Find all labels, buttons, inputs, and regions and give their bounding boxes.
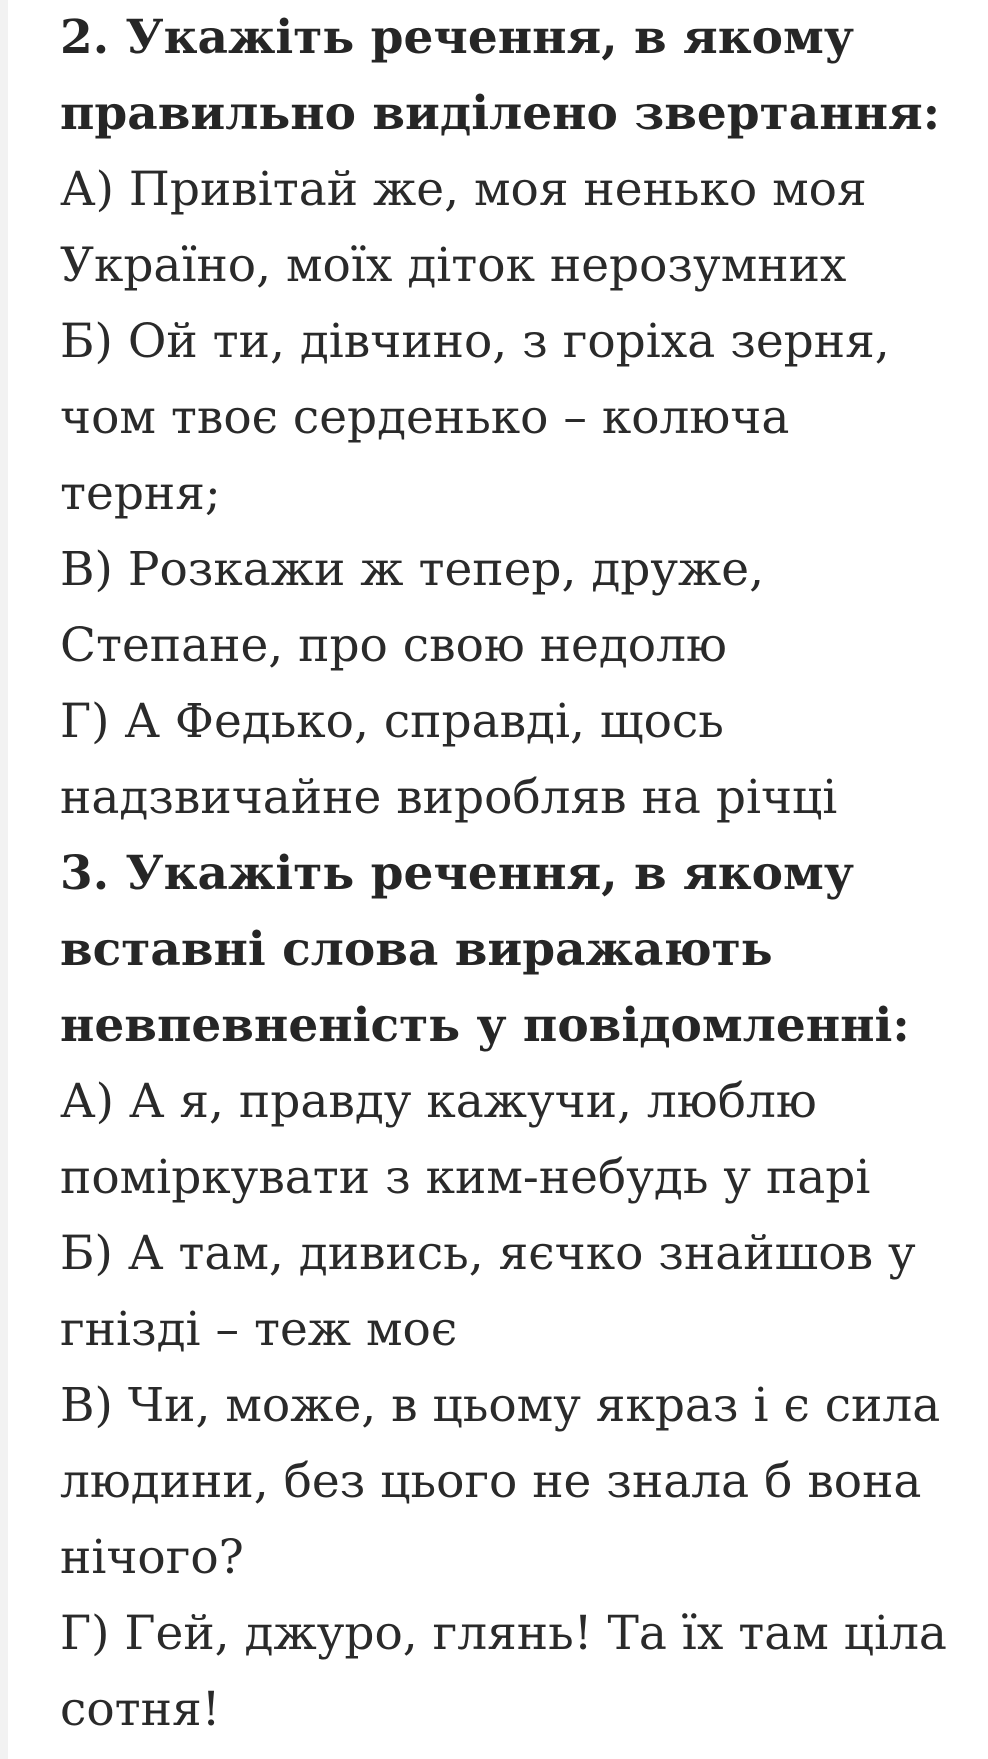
option-line: чом твоє серденько – колюча [60,390,790,445]
option-line: Степане, про свою недолю [60,618,727,673]
option-line: терня; [60,466,221,521]
option-line: Г) А Федько, справді, щось [60,694,724,749]
option-v [60,1368,980,1596]
option-a [60,1064,980,1216]
option-line: гнізді – теж моє [60,1302,458,1357]
option-b [60,1216,980,1368]
option-line: поміркувати з ким-небудь у парі [60,1150,871,1205]
question-title-line: 2. Укажіть речення, в якому [60,10,854,65]
question-title-line: вставні слова виражають [60,922,773,977]
question-title-line: 3. Укажіть речення, в якому [60,846,854,901]
option-line: В) Чи, може, в цьому якраз і є сила [60,1378,941,1433]
option-line: Б) Ой ти, дівчино, з горіха зерня, [60,314,890,369]
option-a [60,152,980,304]
left-edge-strip [0,0,8,1759]
question-title [60,0,980,152]
option-line: людини, без цього не знала б вона [60,1454,922,1509]
option-line: В) Розкажи ж тепер, друже, [60,542,765,597]
option-line: Г) Гей, джуро, глянь! Та їх там ціла [60,1606,947,1661]
option-line: Б) А там, дивись, яєчко знайшов у [60,1226,916,1281]
option-line: надзвичайне виробляв на річці [60,770,838,825]
option-line: нічого? [60,1530,244,1585]
question-title-line: правильно виділено звертання: [60,86,941,141]
question-title-line: невпевненість у повідомленні: [60,998,910,1053]
document-text [60,0,980,1748]
option-g [60,1596,980,1748]
option-g [60,684,980,836]
option-line: сотня! [60,1682,221,1737]
question-2 [60,0,980,836]
option-line: А) Привітай же, моя ненько моя [60,162,867,217]
question-title [60,836,980,1064]
option-line: Україно, моїх діток нерозумних [60,238,847,293]
option-line: А) А я, правду кажучи, люблю [60,1074,817,1129]
option-b [60,304,980,532]
question-3 [60,836,980,1748]
option-v [60,532,980,684]
